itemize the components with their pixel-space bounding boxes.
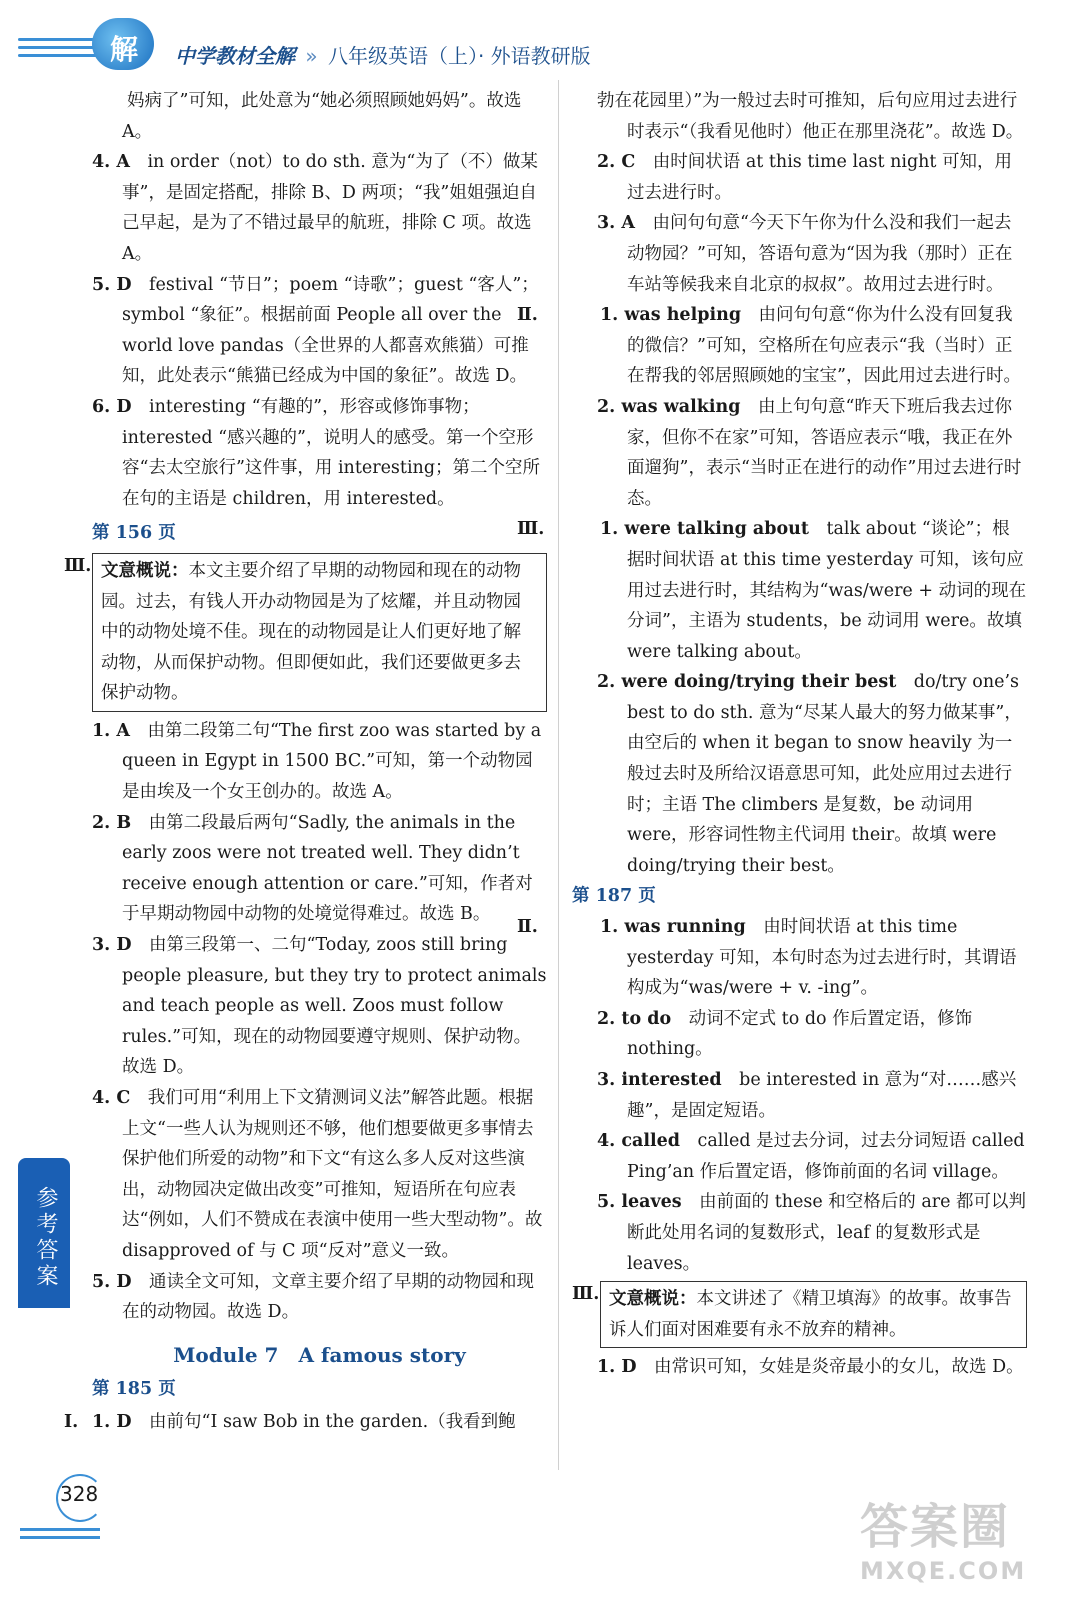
section-roman: Ⅲ. (64, 555, 92, 576)
watermark-url: MXQE.COM (860, 1557, 1027, 1585)
answer-item (64, 1407, 547, 1438)
left-answer-list-2 (92, 716, 547, 1328)
answer-number: 2. B (92, 812, 132, 833)
watermark-logo (860, 1488, 1060, 1588)
header-separator: » (305, 44, 318, 68)
answer-item (572, 667, 1027, 881)
answer-number: 2. were doing/trying their best (597, 672, 897, 693)
book-subject: 八年级英语（上）· 外语教研版 (327, 44, 591, 68)
answer-item (92, 716, 547, 808)
book-title: 中学教材全解 (175, 44, 295, 68)
answer-text: 我们可用“利用上下文猜测词义法”解答此题。根据上文“一些人认为规则还不够，他们想要做更多事情去保护他们所爱的动物”和下文“有这么多人反对这些演出，动物园决定做出改变”可推知，短语所在句应表达“例如，人们不赞成在表演中使用一些大型动物”。故 disapproved of 与 C 项“反对”意义一致。 (122, 1088, 543, 1261)
page-heading-187: 第 187 页 (572, 886, 656, 907)
column-divider (558, 80, 559, 1470)
answer-item (92, 930, 547, 1083)
answer-number: 4. called (597, 1131, 681, 1152)
answer-number: 1. A (92, 720, 130, 741)
answer-item (517, 300, 1027, 392)
section-roman: Ⅲ. (572, 1284, 600, 1305)
answer-item (92, 1083, 547, 1267)
answer-text: 由问句句意“你为什么没有回复我的微信？”可知，空格所在句应表示“我（当时）正在帮我的邻居照顾她的宝宝”，因此用过去进行时。 (627, 305, 1021, 387)
answer-number: 5. leaves (597, 1192, 682, 1213)
answer-item (92, 808, 547, 930)
answer-text: be interested in 意为“对……感兴趣”，是固定短语。 (627, 1070, 1017, 1121)
answer-item (92, 392, 547, 514)
answer-number: 1. was running (600, 917, 746, 938)
section-roman: Ⅰ. (64, 1411, 79, 1432)
answer-item (517, 912, 1027, 1004)
answer-number: 1. D (597, 1357, 637, 1378)
answer-number: 1. D (92, 1411, 132, 1432)
summary-label: 文意概说： (609, 1289, 697, 1310)
reference-answer-tab (18, 1158, 70, 1308)
section-roman: Ⅱ. (517, 917, 538, 938)
answer-text: 由前句“I saw Bob in the garden.（我看到鲍 (131, 1411, 516, 1432)
answer-text: 由时间状语 at this time yesterday 可知，本句时态为过去进行时，其谓语构成为“was/were + v. -ing”。 (627, 917, 1017, 999)
summary-text: 本文主要介绍了早期的动物园和现在的动物园。过去，有钱人开办动物园是为了炫耀，并且动物园中的动物处境不佳。现在的动物园是让人们更好地了解动物，从而保护动物。但即便如此，我们还要做更多去保护动物。 (101, 560, 521, 704)
answer-text: 妈病了”可知，此处意为“她必须照顾她妈妈”。故选 A。 (92, 91, 522, 142)
answer-text: 由上句句意“昨天下班后我去过你家，但你不在家”可知，答语应表示“哦，我正在外面遛狗”，表示“当时正在进行的动作”用过去进行时态。 (627, 396, 1022, 509)
answer-item (572, 86, 1027, 147)
answer-item (572, 1352, 1027, 1383)
module-heading (92, 1340, 547, 1371)
answer-number: 2. C (597, 152, 636, 173)
summary-box (92, 553, 547, 712)
answer-number: 1. was helping (600, 305, 742, 326)
answer-number: 2. was walking (597, 396, 741, 417)
answer-item (92, 270, 547, 392)
answer-item (572, 208, 1027, 300)
module-title: A famous story (298, 1342, 466, 1367)
section-roman: Ⅲ. (517, 519, 545, 540)
answer-number: 4. A (92, 152, 130, 173)
answer-text: in order（not）to do sth. 意为“为了（不）做某事”，是固定搭配，排除 B、D 两项；“我”姐姐强迫自己早起，是为了不错过最早的航班，排除 C 项。故选 A。 (122, 152, 538, 264)
answer-item (92, 147, 547, 269)
answer-text: talk about “谈论”；根据时间状语 at this time yesterday 可知，该句应用过去进行时，其结构为“was/were + 动词的现在分词”，主语为 students，be 动词用 were。故填 were talking about。 (627, 519, 1027, 662)
page-header (0, 0, 1084, 78)
summary-box-row-2 (572, 1279, 1027, 1352)
right-answer-list (517, 86, 1027, 881)
left-answer-list (92, 86, 547, 514)
answer-number: 3. interested (597, 1070, 722, 1090)
summary-box-row (64, 551, 547, 716)
answer-number: 5. D (92, 1271, 132, 1292)
answer-item (572, 1004, 1027, 1065)
page-heading-156: 第 156 页 (92, 523, 176, 544)
answer-item (572, 1126, 1027, 1187)
answer-item (572, 1065, 1027, 1126)
footer-decor-lines (20, 1528, 100, 1544)
answer-text: 由前面的 these 和空格后的 are 都可以判断此处用名词的复数形式，leaf 的复数形式是 leaves。 (627, 1192, 1027, 1274)
answer-text: 由常识可知，女娃是炎帝最小的女儿，故选 D。 (636, 1357, 1024, 1378)
answer-number: 2. to do (597, 1008, 672, 1029)
answer-text: 由问句句意“今天下午你为什么没和我们一起去动物园？”可知，答语句意为“因为我（那时）正在车站等候我来自北京的叔叔”。故用过去进行时。 (627, 213, 1013, 295)
answer-text: do/try one’s best to do sth. 意为“尽某人最大的努力做某事”，由空后的 when it began to snow heavily 为一般过去时及所给汉语意思可知，此处应用过去进行时；主语 The climbers 是复数，be 动词用 were，形容词性物主代词用 their。故填 were doing/trying their best。 (627, 672, 1022, 876)
answer-text: interesting “有趣的”，形容或修饰事物；interested “感兴趣的”，说明人的感受。第一个空形容“去太空旅行”这件事，用 interesting；第二个空所在句的主语是 children，用 interested。 (122, 396, 541, 509)
sidetab-label: 参考答案 (33, 1186, 58, 1290)
module-name: Module 7 (173, 1342, 279, 1367)
left-column (64, 86, 547, 1438)
answer-item (92, 86, 547, 147)
right-answer-list-2 (517, 912, 1027, 1279)
summary-box-2 (600, 1281, 1027, 1348)
summary-text: 本文讲述了《精卫填海》的故事。故事告诉人们面对困难要有永不放弃的精神。 (609, 1289, 1012, 1340)
answer-number: 5. D (92, 274, 132, 295)
watermark-text: 答案圈 (860, 1499, 1011, 1555)
answer-text: 由时间状语 at this time last night 可知，用过去进行时。 (627, 152, 1013, 203)
answer-text: 由第二段第二句“The first zoo was started by a queen in Egypt in 1500 BC.”可知，第一个动物园是由埃及一个女王创办的。故选 A。 (122, 720, 542, 803)
answer-item (572, 392, 1027, 514)
answer-text: 由第三段第一、二句“Today, zoos still bring people pleasure, but they try to protect animals and teach people as well. Zoos must follow rules.”可知，现在的动物园要遵守规则、保护动物。故选 D。 (122, 935, 547, 1078)
answer-number: 1. were talking about (600, 519, 809, 540)
answer-text: 动词不定式 to do 作后置定语，修饰 nothing。 (627, 1008, 973, 1060)
right-column (517, 86, 1027, 1383)
answer-number: 4. C (92, 1088, 131, 1108)
answer-number: 3. D (92, 935, 132, 956)
summary-label: 文意概说： (101, 560, 189, 581)
answer-text: called 是过去分词，过去分词短语 called Ping’an 作后置定语，修饰前面的名词 village。 (627, 1131, 1025, 1182)
answer-text: festival “节日”；poem “诗歌”；guest “客人”；symbol “象征”。根据前面 People all over the world love pandas（全世界的人都喜欢熊猫）可推知，此处表示“熊猫已经成为中国的象征”。故选 D。 (122, 274, 539, 387)
answer-text: 通读全文可知，文章主要介绍了早期的动物园和现在的动物园。故选 D。 (122, 1271, 535, 1323)
page-number: 328 (60, 1482, 99, 1506)
answer-item (572, 1187, 1027, 1279)
book-logo-icon: 解 (92, 18, 154, 70)
answer-item (572, 147, 1027, 208)
answer-item (517, 514, 1027, 667)
page-heading-185: 第 185 页 (92, 1379, 176, 1400)
answer-text: 由第二段最后两句“Sadly, the animals in the early zoos were not treated well. They didn’t receive enough attention or care.”可知，作者对于早期动物园中动物的处境觉得难过。故选 B。 (122, 812, 533, 925)
header-title (175, 40, 591, 69)
answer-text: 勃在花园里）”为一般过去时可推知，后句应用过去进行时表示“（我看见他时）他正在那里浇花”。故选 D。 (597, 91, 1024, 142)
answer-number: 3. A (597, 213, 635, 234)
section-roman: Ⅱ. (517, 305, 538, 326)
answer-item (92, 1267, 547, 1328)
answer-number: 6. D (92, 396, 132, 417)
